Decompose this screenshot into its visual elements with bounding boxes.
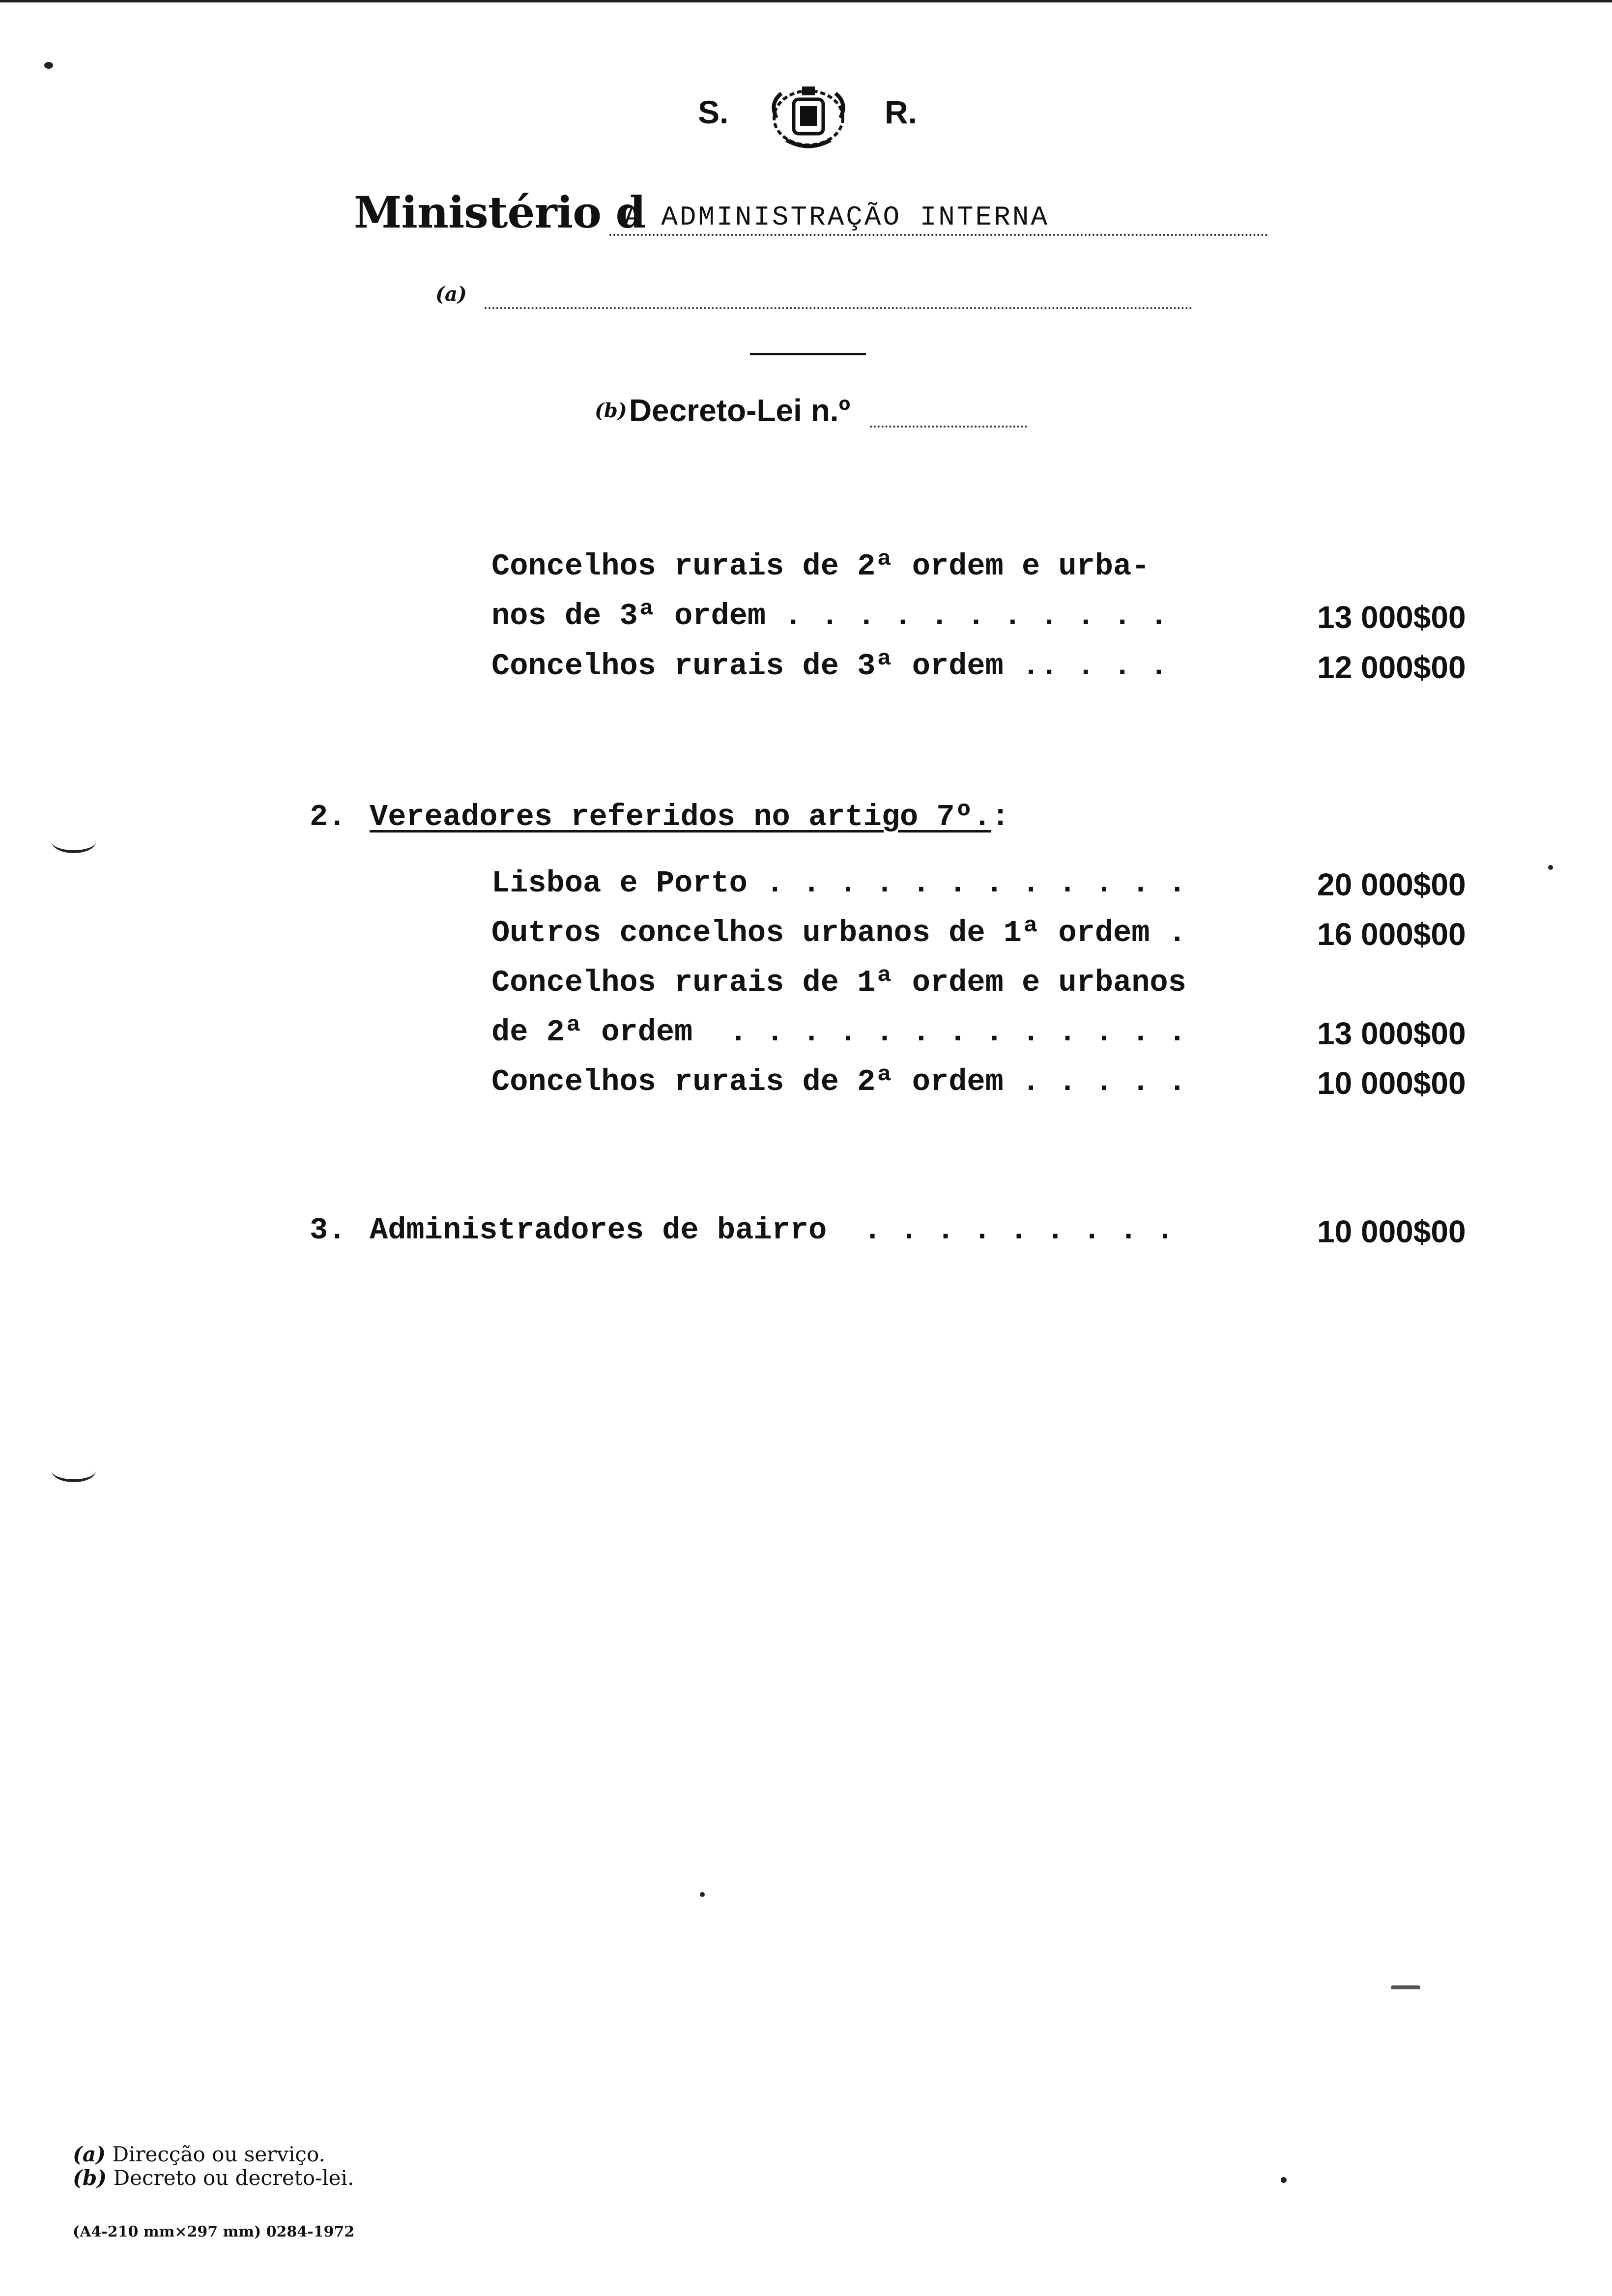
list-item: Concelhos rurais de 2ª ordem . . . . . — [491, 1064, 1186, 1099]
amount-value: 10 000$00 — [1317, 1065, 1466, 1101]
amount-value: 13 000$00 — [1317, 1016, 1466, 1051]
decree-label: Decreto-Lei n.º — [629, 393, 850, 428]
list-item: Concelhos rurais de 2ª ordem e urba- — [491, 549, 1150, 584]
footnote-a-marker: (a) — [73, 2142, 106, 2166]
scan-speck — [1548, 865, 1553, 870]
footnote-a-text: Direcção ou serviço. — [112, 2142, 325, 2166]
decree-line — [595, 392, 1027, 431]
amount-value: 13 000$00 — [1317, 600, 1466, 635]
footnote-a — [73, 2143, 354, 2166]
list-item: Lisboa e Porto . . . . . . . . . . . . — [491, 866, 1186, 901]
header-emblem-row — [698, 84, 934, 152]
ministry-line — [354, 187, 1268, 241]
directorate-line — [435, 283, 1192, 312]
list-item: Concelhos rurais de 3ª ordem .. . . . — [491, 649, 1168, 684]
footnotes — [73, 2143, 354, 2190]
footnote-b — [73, 2166, 354, 2190]
header-letter-r: R. — [885, 94, 917, 130]
list-item: de 2ª ordem . . . . . . . . . . . . . — [491, 1015, 1186, 1050]
directorate-blank — [485, 307, 1192, 309]
amount-value: 10 000$00 — [1317, 1214, 1466, 1249]
footnote-b-marker: (b) — [73, 2166, 107, 2190]
scan-speck — [1281, 2177, 1287, 2183]
punch-hole-mark — [52, 1460, 96, 1482]
section-2-heading — [370, 799, 1009, 836]
scan-speck — [44, 62, 53, 69]
scan-speck — [700, 1892, 705, 1897]
note-a-marker: (a) — [435, 283, 467, 306]
top-edge-rule — [0, 0, 1612, 2]
ministry-value: A ADMINISTRAÇÃO INTERNA — [609, 201, 1268, 236]
list-item: Outros concelhos urbanos de 1ª ordem . — [491, 916, 1186, 950]
section-2-title: Vereadores referidos no artigo 7º. — [370, 800, 992, 834]
form-code: (A4-210 mm×297 mm) 0284-1972 — [73, 2223, 355, 2240]
footnote-b-text: Decreto ou decreto-lei. — [113, 2166, 354, 2190]
decree-number-blank — [870, 426, 1027, 428]
note-b-marker: (b) — [595, 399, 627, 422]
ministry-label: Ministério d — [354, 187, 646, 238]
list-item: Concelhos rurais de 1ª ordem e urbanos — [491, 965, 1186, 1000]
list-item: nos de 3ª ordem . . . . . . . . . . . — [491, 599, 1168, 633]
scan-speck — [1391, 1985, 1420, 1989]
amount-value: 16 000$00 — [1317, 917, 1466, 952]
header-letter-s: S. — [698, 94, 729, 130]
amount-value: 20 000$00 — [1317, 867, 1466, 902]
center-divider — [750, 353, 866, 355]
section-3-label: Administradores de bairro . . . . . . . . . — [370, 1213, 1175, 1248]
punch-hole-mark — [52, 831, 96, 853]
section-3-number: 3. — [310, 1213, 346, 1248]
section-2-number: 2. — [310, 800, 346, 834]
section-2-title-suffix: : — [991, 800, 1010, 834]
coat-of-arms-icon — [767, 84, 850, 152]
amount-value: 12 000$00 — [1317, 650, 1466, 685]
